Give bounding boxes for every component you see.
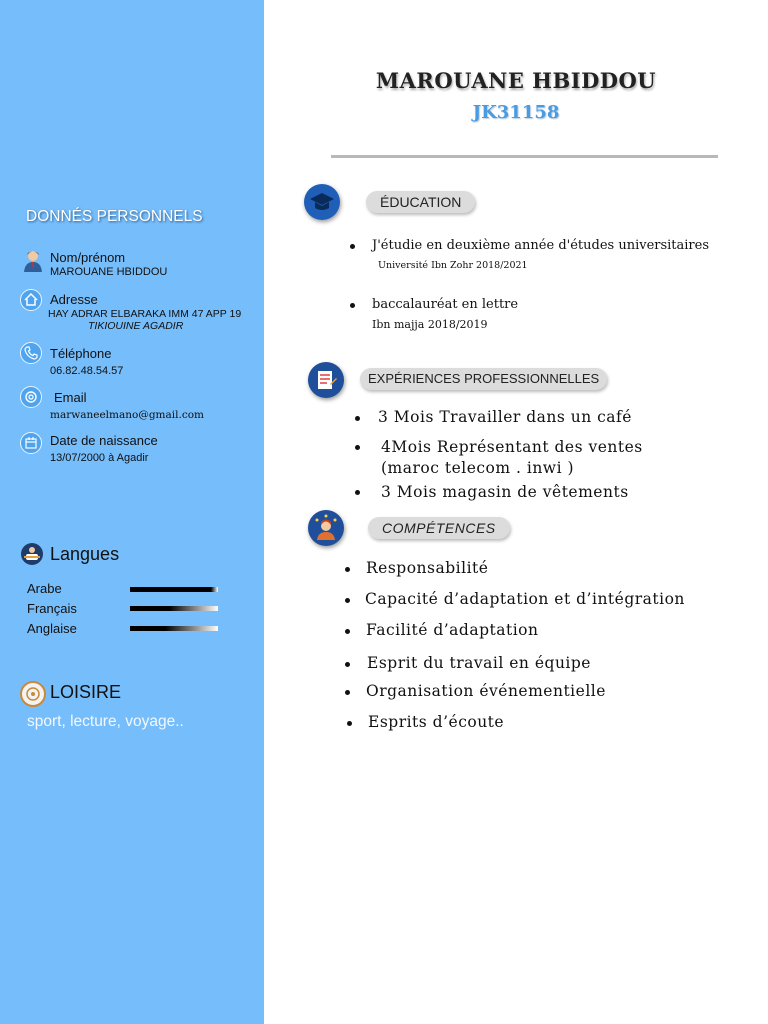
name-label: Nom/prénom <box>50 250 126 265</box>
experience-item: 3 Mois magasin de vêtements <box>381 483 629 501</box>
header-divider <box>331 155 718 158</box>
skill-item: Esprit du travail en équipe <box>367 654 591 672</box>
email-value: marwaneelmano@gmail.com <box>50 409 204 421</box>
skill-item: Esprits d’écoute <box>368 713 505 731</box>
education-item-sub: Université Ibn Zohr 2018/2021 <box>378 260 528 271</box>
experience-item: 4Mois Représentant des ventes <box>381 438 643 456</box>
candidate-id: JK31158 <box>472 102 560 123</box>
candidate-name: MAROUANE HBIDDOU <box>375 68 657 93</box>
birth-label: Date de naissance <box>50 433 158 448</box>
bullet <box>350 244 355 249</box>
name-value: MAROUANE HBIDDOU <box>50 266 168 278</box>
languages-icon <box>20 542 44 566</box>
education-item-main: baccalauréat en lettre <box>372 297 519 312</box>
bullet <box>347 721 352 726</box>
document-icon <box>308 362 344 398</box>
address-label: Adresse <box>50 292 98 307</box>
bullet <box>355 416 360 421</box>
bullet <box>345 567 350 572</box>
email-icon <box>20 386 42 408</box>
bullet <box>345 690 350 695</box>
skill-item: Facilité d’adaptation <box>366 621 539 639</box>
languages-title: Langues <box>50 544 120 564</box>
graduation-cap-icon <box>304 184 340 220</box>
person-icon <box>23 250 43 272</box>
phone-label: Téléphone <box>50 346 112 361</box>
language-name: Arabe <box>27 581 62 596</box>
language-bar-francais <box>130 606 218 611</box>
skill-item: Organisation événementielle <box>366 682 606 700</box>
phone-value: 06.82.48.54.57 <box>50 365 124 377</box>
personal-info-title: DONNÉS PERSONNELS <box>26 208 203 225</box>
education-heading: ÉDUCATION <box>366 191 475 213</box>
education-item-main: J'étudie en deuxième année d'études universitaires <box>372 238 710 253</box>
home-icon <box>20 289 42 311</box>
language-name: Français <box>27 601 77 616</box>
leisure-value: sport, lecture, voyage.. <box>27 713 184 730</box>
skill-item: Capacité d’adaptation et d’intégration <box>365 590 685 608</box>
bullet <box>350 303 355 308</box>
phone-icon <box>20 342 42 364</box>
experience-item: (maroc telecom . inwi ) <box>381 459 574 477</box>
education-item-sub: Ibn majja 2018/2019 <box>372 318 488 331</box>
bullet <box>345 662 350 667</box>
birth-value: 13/07/2000 à Agadir <box>50 452 149 464</box>
bullet <box>345 629 350 634</box>
leisure-icon <box>20 681 46 707</box>
calendar-icon <box>20 432 42 454</box>
language-bar-arabe <box>130 587 218 592</box>
bullet <box>345 598 350 603</box>
bullet <box>355 445 360 450</box>
bullet <box>355 490 360 495</box>
skills-heading: COMPÉTENCES <box>368 517 510 539</box>
address-line2: TIKIOUINE AGADIR <box>88 320 184 332</box>
sidebar <box>0 0 264 1024</box>
leisure-title: LOISIRE <box>50 682 122 702</box>
language-name: Anglaise <box>27 621 77 636</box>
email-label: Email <box>54 390 87 405</box>
skill-item: Responsabilité <box>366 559 489 577</box>
experience-item: 3 Mois Travailler dans un café <box>378 408 632 426</box>
language-bar-anglaise <box>130 626 218 631</box>
person-stars-icon <box>308 510 344 546</box>
experience-heading: EXPÉRIENCES PROFESSIONNELLES <box>360 368 607 390</box>
address-line1: HAY ADRAR ELBARAKA IMM 47 APP 19 <box>48 308 242 320</box>
